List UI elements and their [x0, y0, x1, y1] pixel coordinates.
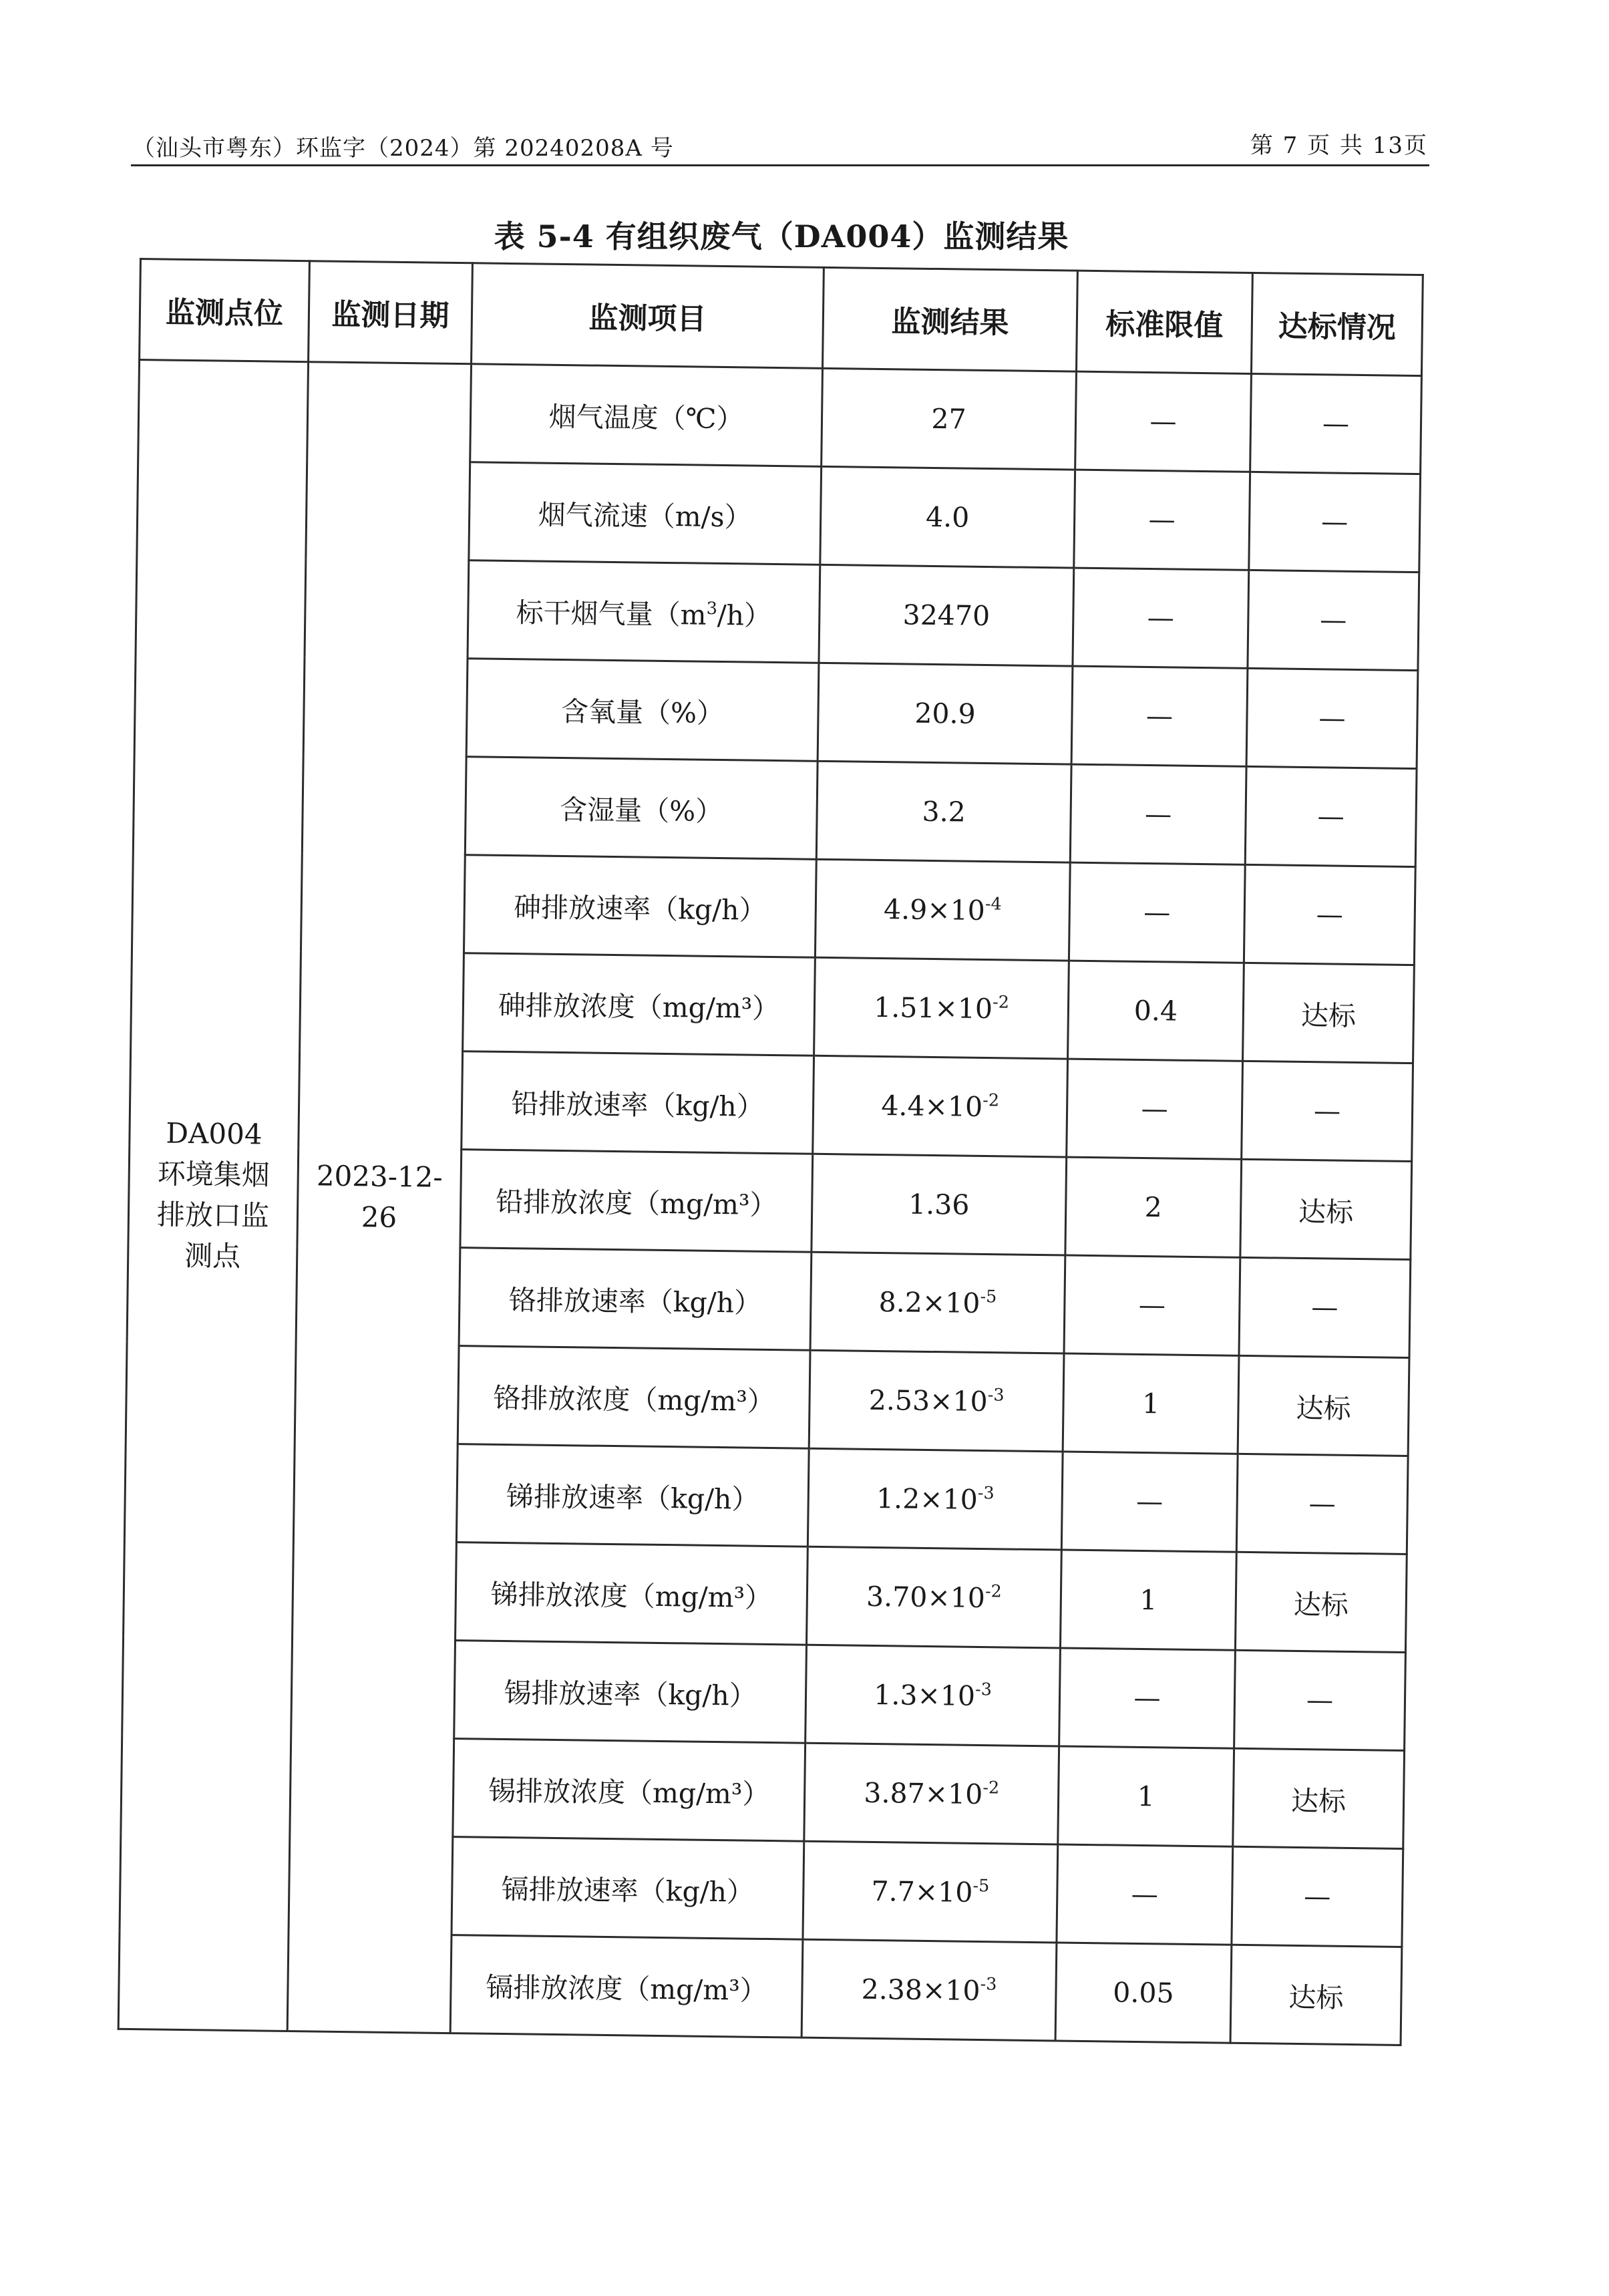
item-cell: 锑排放速率（kg/h） [456, 1444, 809, 1547]
limit-cell: — [1061, 1452, 1238, 1552]
item-cell: 烟气温度（℃） [470, 364, 823, 467]
result-cell [813, 1055, 1068, 1157]
column-header-limit: 标准限值 [1076, 271, 1252, 373]
monitoring-point-line: DA004 [166, 1116, 262, 1151]
result-cell: 1.36 [812, 1154, 1067, 1255]
item-cell: 砷排放速率（kg/h） [464, 855, 816, 958]
status-cell: 达标 [1233, 1748, 1405, 1848]
item-cell: 铬排放浓度（mg/m³） [458, 1346, 810, 1449]
status-cell: 达标 [1230, 1945, 1402, 2045]
result-exponent: -3 [987, 1384, 1005, 1405]
item-cell: 铬排放速率（kg/h） [459, 1248, 812, 1351]
result-exponent: -2 [982, 1777, 1000, 1798]
status-cell: — [1236, 1454, 1408, 1554]
item-text: 标干烟气量（m [516, 596, 707, 631]
monitoring-point-line: 测点 [184, 1239, 241, 1273]
limit-cell: 0.05 [1055, 1943, 1232, 2043]
result-exponent: -4 [985, 893, 1002, 914]
column-header-result: 监测结果 [823, 267, 1078, 371]
column-header-point: 监测点位 [140, 259, 310, 362]
result-mantissa: 2.38×10 [861, 1973, 980, 2007]
limit-cell: — [1075, 371, 1252, 472]
item-cell: 锑排放浓度（mg/m³） [456, 1542, 808, 1645]
result-cell: 4.0 [820, 466, 1075, 568]
page-number: 第 7 页 共 13页 [1250, 132, 1428, 159]
result-exponent: -3 [977, 1482, 995, 1503]
item-cell: 锡排放浓度（mg/m³） [453, 1739, 806, 1842]
result-cell [801, 1939, 1057, 2041]
result-exponent: -5 [980, 1286, 997, 1307]
item-cell: 镉排放速率（kg/h） [452, 1837, 804, 1940]
results-table-container [118, 258, 1424, 2046]
item-superscript: 3 [706, 597, 718, 618]
status-cell: — [1245, 766, 1417, 866]
status-cell: 达标 [1235, 1552, 1407, 1652]
table-header-row [140, 259, 1423, 376]
result-exponent: -2 [982, 1090, 1000, 1110]
result-cell [815, 859, 1070, 961]
result-mantissa: 1.51×10 [873, 991, 993, 1025]
page-header [132, 124, 1428, 162]
result-cell [814, 957, 1069, 1059]
result-mantissa: 8.2×10 [878, 1286, 980, 1319]
limit-cell: — [1069, 862, 1245, 963]
limit-cell: — [1059, 1648, 1236, 1748]
result-cell: 20.9 [818, 663, 1073, 764]
result-mantissa: 3.70×10 [866, 1580, 986, 1615]
limit-cell: 0.4 [1068, 961, 1244, 1061]
status-cell: — [1250, 373, 1422, 474]
item-cell: 烟气流速（m/s） [469, 462, 822, 565]
result-mantissa: 3.87×10 [864, 1776, 983, 1811]
status-cell: — [1249, 472, 1421, 572]
result-mantissa: 7.7×10 [871, 1874, 973, 1909]
result-cell: 32470 [819, 564, 1074, 666]
status-cell: 达标 [1240, 1159, 1412, 1259]
monitoring-date-cell: 2023-12-26 [287, 362, 471, 2033]
result-mantissa: 4.4×10 [881, 1090, 983, 1123]
report-number: （汕头市粤东）环监字（2024）第 20240208A 号 [132, 135, 674, 162]
item-cell: 砷排放浓度（mg/m³） [463, 953, 816, 1056]
column-header-date: 监测日期 [309, 261, 473, 364]
result-cell [806, 1546, 1061, 1648]
limit-cell: — [1064, 1255, 1240, 1355]
limit-cell: — [1071, 666, 1248, 766]
table-body [118, 360, 1421, 2045]
result-exponent: -3 [974, 1679, 993, 1699]
monitoring-point-line: 排放口监 [156, 1198, 270, 1233]
limit-cell: 1 [1060, 1550, 1236, 1650]
limit-cell: — [1057, 1844, 1233, 1945]
status-cell: — [1248, 570, 1419, 670]
limit-cell: 1 [1063, 1353, 1239, 1454]
column-header-item: 监测项目 [472, 263, 824, 369]
result-cell [806, 1645, 1061, 1746]
item-cell: 含氧量（%） [466, 659, 819, 762]
result-mantissa: 1.3×10 [874, 1678, 976, 1712]
status-cell: 达标 [1243, 963, 1415, 1063]
item-cell [468, 560, 820, 663]
status-cell: — [1242, 1061, 1413, 1161]
table-row [138, 360, 1422, 474]
limit-cell: 1 [1058, 1746, 1234, 1846]
result-mantissa: 1.2×10 [876, 1482, 978, 1516]
result-cell [810, 1252, 1065, 1353]
result-cell: 3.2 [816, 761, 1071, 862]
limit-cell: — [1067, 1059, 1243, 1159]
result-cell: 27 [822, 368, 1077, 470]
result-cell [804, 1743, 1059, 1844]
item-cell: 锡排放速率（kg/h） [454, 1641, 807, 1744]
status-cell: — [1244, 864, 1415, 965]
result-mantissa: 2.53×10 [868, 1383, 988, 1418]
column-header-status: 达标情况 [1251, 273, 1423, 375]
item-cell: 含湿量（%） [465, 757, 818, 860]
item-cell: 镉排放浓度（mg/m³） [450, 1935, 803, 2038]
result-cell [803, 1841, 1058, 1943]
limit-cell: — [1074, 470, 1250, 570]
result-mantissa: 4.9×10 [883, 893, 986, 927]
limit-cell: 2 [1065, 1157, 1242, 1257]
item-cell: 铅排放浓度（mg/m³） [460, 1150, 813, 1253]
result-cell [809, 1350, 1064, 1452]
status-cell: — [1234, 1650, 1406, 1750]
header-divider [131, 164, 1429, 166]
status-cell: 达标 [1238, 1355, 1409, 1456]
table-caption: 表 5-4 有组织废气（DA004）监测结果 [494, 218, 1069, 255]
result-exponent: -2 [985, 1581, 1002, 1601]
status-cell: — [1232, 1846, 1403, 1947]
result-cell [808, 1448, 1063, 1550]
item-cell: 铅排放速率（kg/h） [462, 1051, 814, 1154]
status-cell: — [1246, 668, 1418, 768]
monitoring-point-line: 环境集烟 [157, 1157, 271, 1192]
limit-cell: — [1070, 764, 1246, 864]
result-exponent: -3 [980, 1973, 997, 1994]
result-exponent: -2 [992, 991, 1010, 1012]
item-text-suffix: /h） [717, 599, 772, 632]
status-cell: — [1239, 1257, 1411, 1357]
results-table [118, 258, 1424, 2046]
monitoring-point-cell [118, 360, 308, 2031]
result-exponent: -5 [972, 1875, 990, 1896]
limit-cell: — [1073, 568, 1249, 668]
